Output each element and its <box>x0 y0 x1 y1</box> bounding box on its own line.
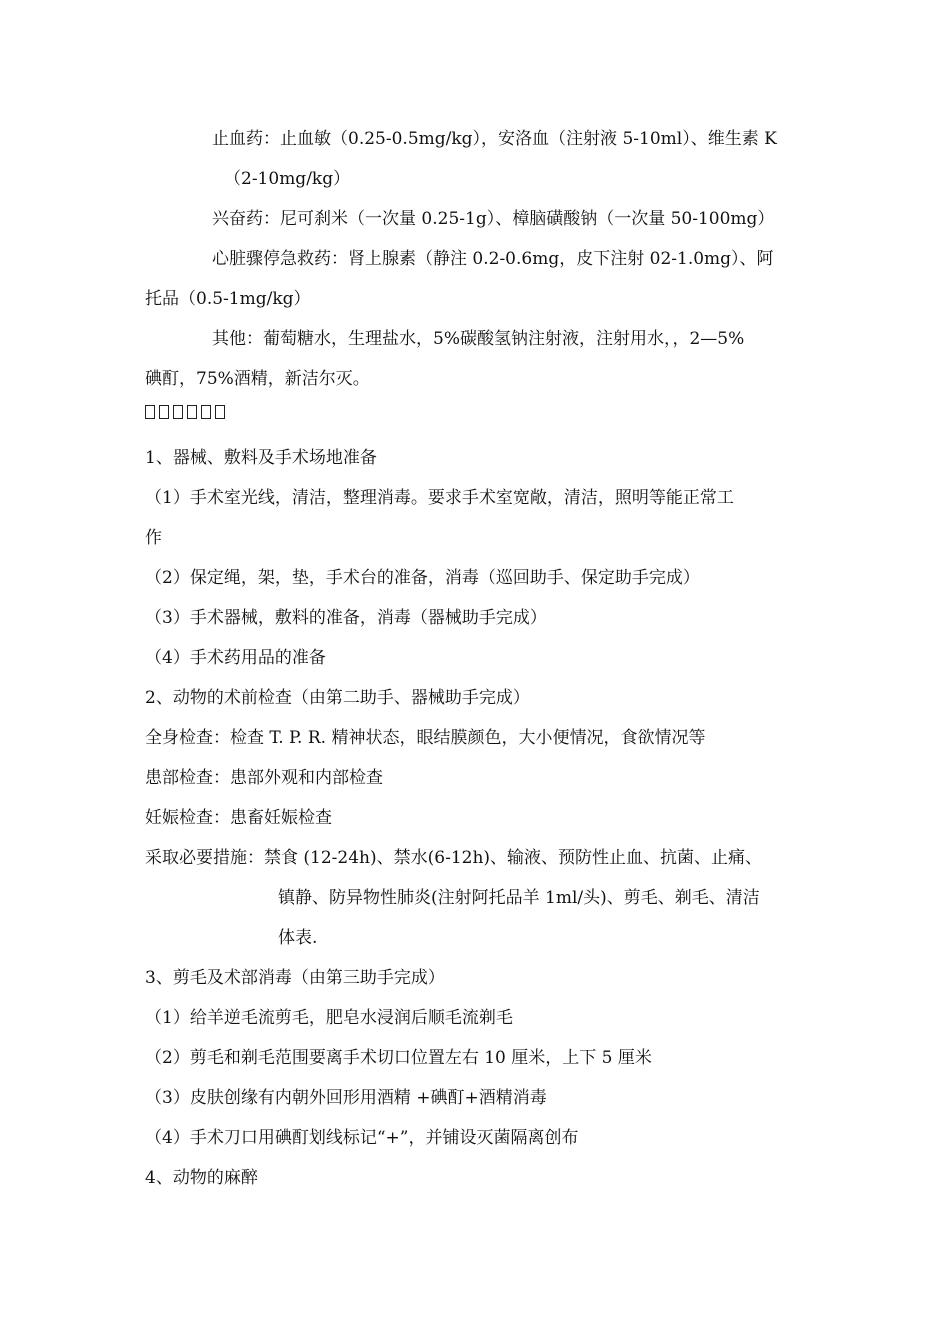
missing-glyph-box <box>215 405 225 419</box>
missing-glyph-box <box>159 405 169 419</box>
pregnancy-exam-line: 妊娠检查：患畜妊娠检查 <box>145 808 332 828</box>
stimulant-line: 兴奋药：尼可刹米（一次量 0.25-1g）、樟脑磺酸钠（一次量 50-100mg） <box>212 209 775 229</box>
section-1-item-2: （2）保定绳，架，垫，手术台的准备，消毒（巡回助手、保定助手完成） <box>145 568 700 588</box>
cardiac-line-2: 托品（0.5-1mg/kg） <box>145 289 311 309</box>
local-exam-line: 患部检查：患部外观和内部检查 <box>145 768 383 788</box>
other-drugs-line-1: 其他：葡萄糖水，生理盐水，5%碳酸氢钠注射液，注射用水，，2—5% <box>212 329 745 349</box>
section-2-heading: 2、动物的术前检查（由第二助手、器械助手完成） <box>145 688 530 708</box>
section-1-item-4: （4）手术药用品的准备 <box>145 648 326 668</box>
hemostatic-line-1: 止血药：止血敏（0.25-0.5mg/kg），安洛血（注射液 5-10ml）、维生素 K <box>212 129 777 149</box>
general-exam-line: 全身检查：检查 T. P. R. 精神状态，眼结膜颜色，大小便情况，食欲情况等 <box>145 728 706 748</box>
measures-line-3: 体表. <box>278 928 318 948</box>
section-3-item-3: （3）皮肤创缘有内朝外回形用酒精 +碘酊+酒精消毒 <box>145 1088 547 1108</box>
missing-glyph-heading <box>145 400 229 422</box>
missing-glyph-box <box>145 405 155 419</box>
section-3-item-2: （2）剪毛和剃毛范围要离手术切口位置左右 10 厘米，上下 5 厘米 <box>145 1048 652 1068</box>
measures-line-2: 镇静、防异物性肺炎(注射阿托品羊 1ml/头)、剪毛、剃毛、清洁 <box>278 888 760 908</box>
section-1-item-1b: 作 <box>145 528 162 548</box>
cardiac-line-1: 心脏骤停急救药：肾上腺素（静注 0.2-0.6mg，皮下注射 02-1.0mg）、阿 <box>212 249 774 269</box>
other-drugs-line-2: 碘酊，75%酒精，新洁尔灭。 <box>145 369 370 389</box>
missing-glyph-box <box>201 405 211 419</box>
section-3-item-4: （4）手术刀口用碘酊划线标记“+”，并铺设灭菌隔离创布 <box>145 1128 579 1148</box>
hemostatic-line-2: （2-10mg/kg） <box>224 169 351 189</box>
measures-line-1: 采取必要措施：禁食 (12-24h)、禁水(6-12h)、输液、预防性止血、抗菌、止痛、 <box>145 848 763 868</box>
section-3-heading: 3、剪毛及术部消毒（由第三助手完成） <box>145 968 445 988</box>
section-1-item-3: （3）手术器械，敷料的准备，消毒（器械助手完成） <box>145 608 547 628</box>
section-1-item-1a: （1）手术室光线，清洁，整理消毒。要求手术室宽敞，清洁，照明等能正常工 <box>145 488 734 508</box>
missing-glyph-box <box>187 405 197 419</box>
section-3-item-1: （1）给羊逆毛流剪毛，肥皂水浸润后顺毛流剃毛 <box>145 1008 513 1028</box>
section-1-heading: 1、器械、敷料及手术场地准备 <box>145 448 377 468</box>
missing-glyph-box <box>173 405 183 419</box>
section-4-heading: 4、动物的麻醉 <box>145 1168 258 1188</box>
